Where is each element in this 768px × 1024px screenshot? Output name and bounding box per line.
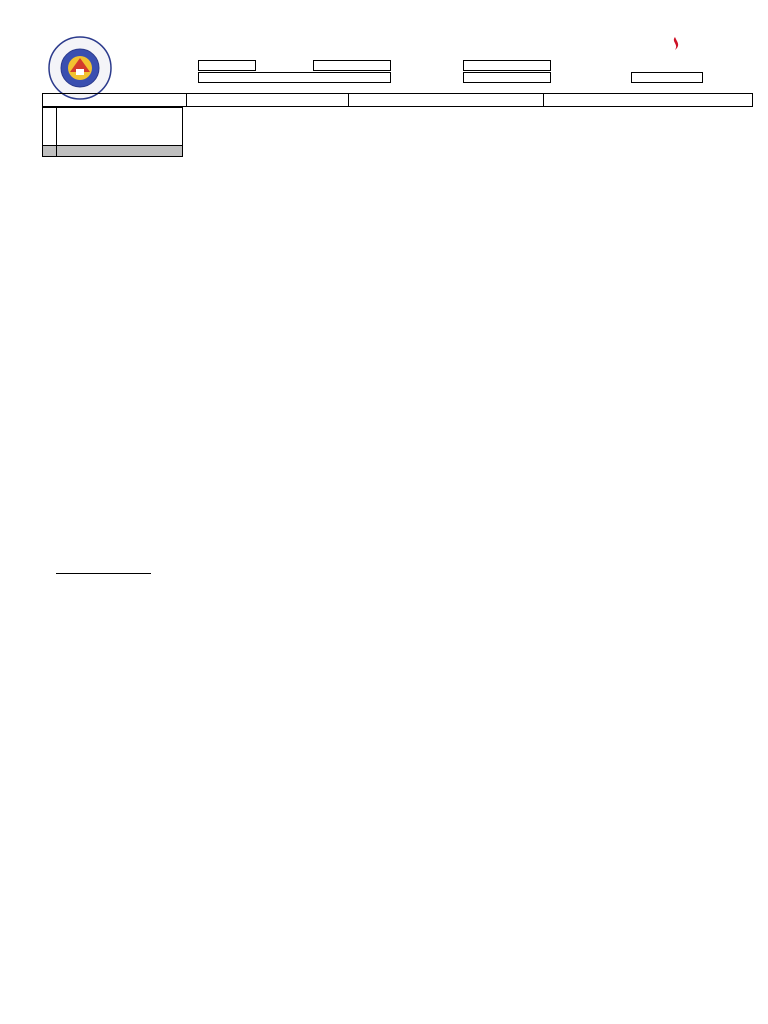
- male-label: [57, 146, 183, 157]
- teacher-label: [349, 94, 417, 106]
- deped-seal-logo: [48, 36, 112, 100]
- school-year-field[interactable]: [631, 72, 703, 83]
- school-id-field[interactable]: [463, 72, 551, 83]
- deped-logo: [634, 34, 726, 68]
- region-field[interactable]: [198, 60, 256, 71]
- school-name-field[interactable]: [198, 72, 391, 83]
- learners-names-header: [57, 108, 183, 146]
- teacher-cell: [349, 94, 544, 106]
- male-category-row: [43, 146, 183, 157]
- subject-label: [544, 94, 672, 106]
- table-top-rule: [56, 573, 151, 574]
- grade-section-label: [187, 94, 271, 106]
- learners-table-male: [42, 107, 183, 157]
- class-info-bar: [42, 93, 753, 107]
- division-field[interactable]: [313, 60, 391, 71]
- subject-cell: [544, 94, 752, 106]
- district-field[interactable]: [463, 60, 551, 71]
- header-num-cell: [43, 108, 57, 146]
- category-num-cell: [43, 146, 57, 157]
- infobar-spacer: [43, 94, 187, 106]
- grade-section-cell: [187, 94, 349, 106]
- learners-header-row: [43, 108, 183, 146]
